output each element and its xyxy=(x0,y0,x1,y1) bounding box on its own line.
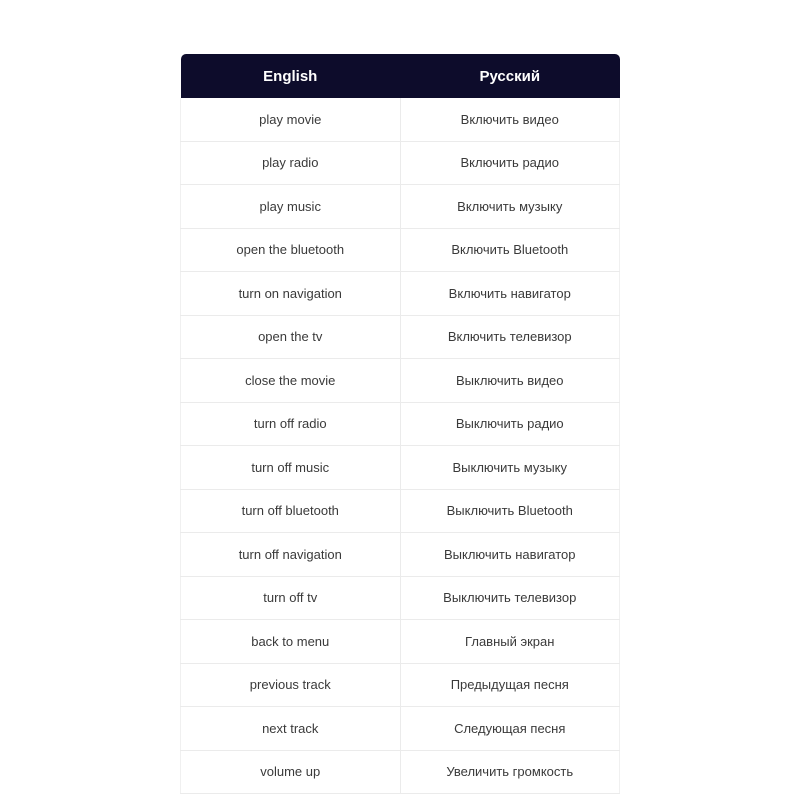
cell-russian: Включить радио xyxy=(400,141,620,185)
cell-russian: Выключить музыку xyxy=(400,446,620,490)
table-row xyxy=(181,663,620,707)
table-row xyxy=(181,576,620,620)
cell-russian: Выключить навигатор xyxy=(400,533,620,577)
cell-english: turn off navigation xyxy=(181,533,401,577)
cell-english: play radio xyxy=(181,141,401,185)
cell-english: back to menu xyxy=(181,620,401,664)
cell-english: next track xyxy=(181,707,401,751)
cell-english: turn off radio xyxy=(181,402,401,446)
table-row xyxy=(181,185,620,229)
cell-russian: Выключить Bluetooth xyxy=(400,489,620,533)
cell-english: close the movie xyxy=(181,359,401,403)
cell-english: turn off music xyxy=(181,446,401,490)
cell-english: volume up xyxy=(181,750,401,794)
cell-russian: Выключить радио xyxy=(400,402,620,446)
voice-command-table xyxy=(180,54,620,794)
cell-russian: Увеличить громкость xyxy=(400,750,620,794)
table-row xyxy=(181,707,620,751)
cell-english: previous track xyxy=(181,663,401,707)
cell-english: play music xyxy=(181,185,401,229)
table-row xyxy=(181,533,620,577)
cell-english: turn off bluetooth xyxy=(181,489,401,533)
cell-russian: Включить Bluetooth xyxy=(400,228,620,272)
cell-russian: Включить навигатор xyxy=(400,272,620,316)
cell-russian: Включить телевизор xyxy=(400,315,620,359)
cell-russian: Следующая песня xyxy=(400,707,620,751)
cell-english: turn on navigation xyxy=(181,272,401,316)
cell-english: play movie xyxy=(181,98,401,141)
cell-russian: Выключить видео xyxy=(400,359,620,403)
cell-english: open the tv xyxy=(181,315,401,359)
table-row xyxy=(181,446,620,490)
table-header-row xyxy=(181,54,620,98)
table-row xyxy=(181,489,620,533)
table-row xyxy=(181,228,620,272)
cell-russian: Включить видео xyxy=(400,98,620,141)
table-row xyxy=(181,272,620,316)
table-row xyxy=(181,750,620,794)
table-row xyxy=(181,315,620,359)
table-header xyxy=(181,54,620,98)
table-row xyxy=(181,98,620,141)
cell-english: turn off tv xyxy=(181,576,401,620)
table-row xyxy=(181,359,620,403)
table-row xyxy=(181,402,620,446)
cell-russian: Главный экран xyxy=(400,620,620,664)
table-row xyxy=(181,141,620,185)
cell-russian: Включить музыку xyxy=(400,185,620,229)
voice-command-table-container xyxy=(180,54,620,794)
column-header-english: English xyxy=(181,54,401,98)
table-body xyxy=(181,98,620,794)
cell-russian: Выключить телевизор xyxy=(400,576,620,620)
table-row xyxy=(181,620,620,664)
cell-english: open the bluetooth xyxy=(181,228,401,272)
column-header-russian: Русский xyxy=(400,54,620,98)
cell-russian: Предыдущая песня xyxy=(400,663,620,707)
